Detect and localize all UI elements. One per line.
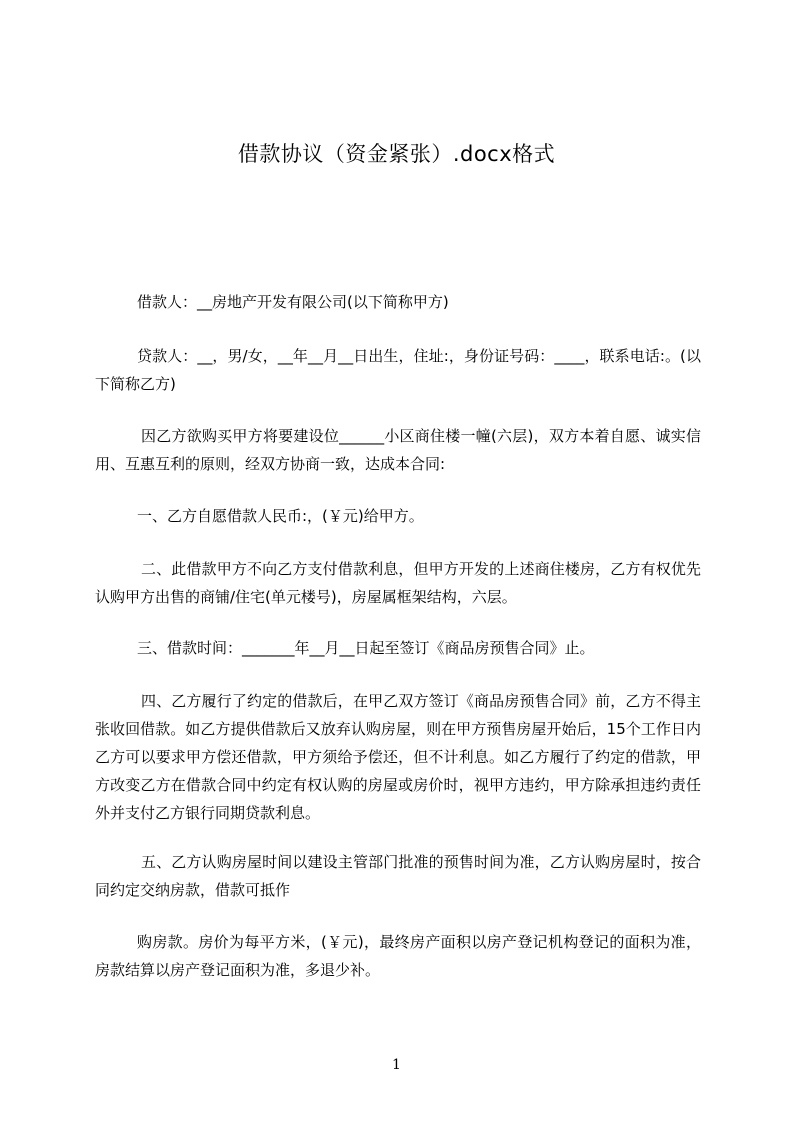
paragraph-clause-2: 二、此借款甲方不向乙方支付借款利息，但甲方开发的上述商住楼房，乙方有权优先认购甲方出售的商铺/住宅(单元楼号)，房屋属框架结构，六层。: [95, 560, 701, 606]
document-title: 借款协议（资金紧张）.docx格式: [237, 142, 556, 166]
paragraph-clause-1: 一、乙方自愿借款人民币:，(￥元)给甲方。: [137, 507, 424, 525]
paragraph-clause-4: 四、乙方履行了约定的借款后，在甲乙双方签订《商品房预售合同》前，乙方不得主张收回借款。如乙方提供借款后又放弃认购房屋，则在甲方预售房屋开始后，15个工作日内乙方可以要求甲方偿还借款，甲方须给予偿还，但不计利息。如乙方履行了约定的借款，甲方改变乙方在借款合同中约定有权认购的房屋或房价时，视甲方违约，甲方除承担违约责任外并支付乙方银行同期贷款利息。: [95, 692, 701, 822]
page-number: 1: [392, 1057, 401, 1073]
paragraph-borrower: 借款人：__房地产开发有限公司(以下简称甲方): [137, 293, 449, 311]
paragraph-clause-5: 五、乙方认购房屋时间以建设主管部门批准的预售时间为准，乙方认购房屋时，按合同约定交纳房款，借款可抵作: [95, 853, 701, 899]
paragraph-clause-5-continued: 购房款。房价为每平方米，(￥元)，最终房产面积以房产登记机构登记的面积为准，房款结算以房产登记面积为准，多退少补。: [95, 933, 701, 979]
paragraph-preamble: 因乙方欲购买甲方将要建设位______小区商住楼一幢(六层)，双方本着自愿、诚实信用、互惠互利的原则，经双方协商一致，达成本合同:: [95, 427, 701, 473]
paragraph-lender: 贷款人：__，男/女，__年__月__日出生，住址:，身份证号码：____，联系电话:。(以下简称乙方): [95, 347, 701, 393]
paragraph-clause-3: 三、借款时间：_______年__月__日起至签订《商品房预售合同》止。: [137, 639, 595, 657]
